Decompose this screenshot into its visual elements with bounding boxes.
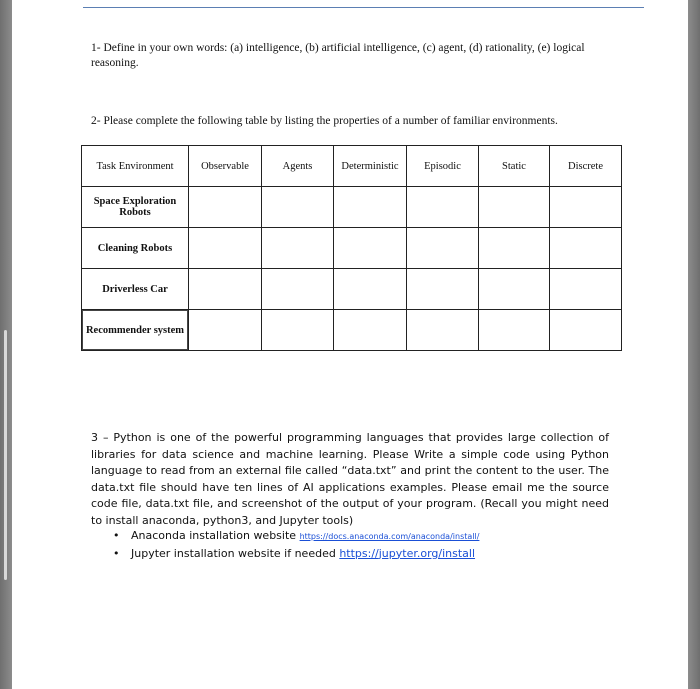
bullet-icon: •	[113, 546, 120, 560]
table-cell	[479, 187, 550, 228]
table-cell	[334, 269, 407, 310]
table-cell	[189, 187, 262, 228]
table-cell	[550, 187, 622, 228]
jupyter-label: Jupyter installation website if needed	[131, 546, 340, 560]
row-header-recommender-system: Recommender system	[82, 310, 189, 351]
table-cell	[550, 269, 622, 310]
table-cell	[479, 228, 550, 269]
list-item	[91, 528, 631, 546]
row-header-cleaning-robots: Cleaning Robots	[82, 228, 189, 269]
table-cell	[189, 228, 262, 269]
viewer-left-edge	[0, 0, 12, 689]
table-cell	[479, 310, 550, 351]
table-cell	[407, 187, 479, 228]
col-header-discrete: Discrete	[550, 146, 622, 187]
table-cell	[407, 269, 479, 310]
table-row	[82, 187, 622, 228]
install-links-list	[91, 528, 631, 562]
table-cell	[407, 228, 479, 269]
question-1: 1- Define in your own words: (a) intelligence, (b) artificial intelligence, (c) agent, (d) rationality, (e) logical reasoning.	[91, 42, 585, 69]
scroll-handle[interactable]	[4, 330, 7, 580]
jupyter-install-link[interactable]: https://jupyter.org/install	[339, 546, 476, 560]
header-rule	[83, 7, 644, 8]
col-header-deterministic: Deterministic	[334, 146, 407, 187]
table-cell	[262, 310, 334, 351]
question-3: 3 – Python is one of the powerful programming languages that provides large collection of libraries for data science and machine learning. Please Write a simple code using Python language to read from an external file called “data.txt” and print the content to the user. The data.txt file should have ten lines of AI applications examples. Please email me the source code file, data.txt file, and screenshot of the output of your program. (Recall you might need to install anaconda, python3, and Jupyter tools)	[91, 431, 609, 527]
table-row	[82, 269, 622, 310]
table-cell	[550, 310, 622, 351]
col-header-agents: Agents	[262, 146, 334, 187]
table-header-row	[82, 146, 622, 187]
table-cell	[189, 269, 262, 310]
row-header-space-exploration-robots: Space Exploration Robots	[82, 187, 189, 228]
table-cell	[334, 187, 407, 228]
question-2: 2- Please complete the following table by listing the properties of a number of familiar environments.	[91, 115, 558, 127]
list-item	[91, 546, 631, 563]
table-cell	[334, 228, 407, 269]
col-header-observable: Observable	[189, 146, 262, 187]
table-cell	[189, 310, 262, 351]
table-cell	[262, 269, 334, 310]
table-cell	[407, 310, 479, 351]
table-cell	[334, 310, 407, 351]
table-cell	[479, 269, 550, 310]
bullet-icon: •	[113, 529, 120, 542]
col-header-episodic: Episodic	[407, 146, 479, 187]
table-row	[82, 228, 622, 269]
environment-table	[81, 145, 622, 351]
table-cell	[262, 228, 334, 269]
col-header-static: Static	[479, 146, 550, 187]
row-header-driverless-car: Driverless Car	[82, 269, 189, 310]
table-cell	[262, 187, 334, 228]
anaconda-label: Anaconda installation website	[131, 529, 300, 542]
viewer-right-edge	[688, 0, 700, 689]
col-header-task-environment: Task Environment	[82, 146, 189, 187]
anaconda-install-link[interactable]: https://docs.anaconda.com/anaconda/install/	[299, 532, 480, 541]
table-cell	[550, 228, 622, 269]
table-row	[82, 310, 622, 351]
